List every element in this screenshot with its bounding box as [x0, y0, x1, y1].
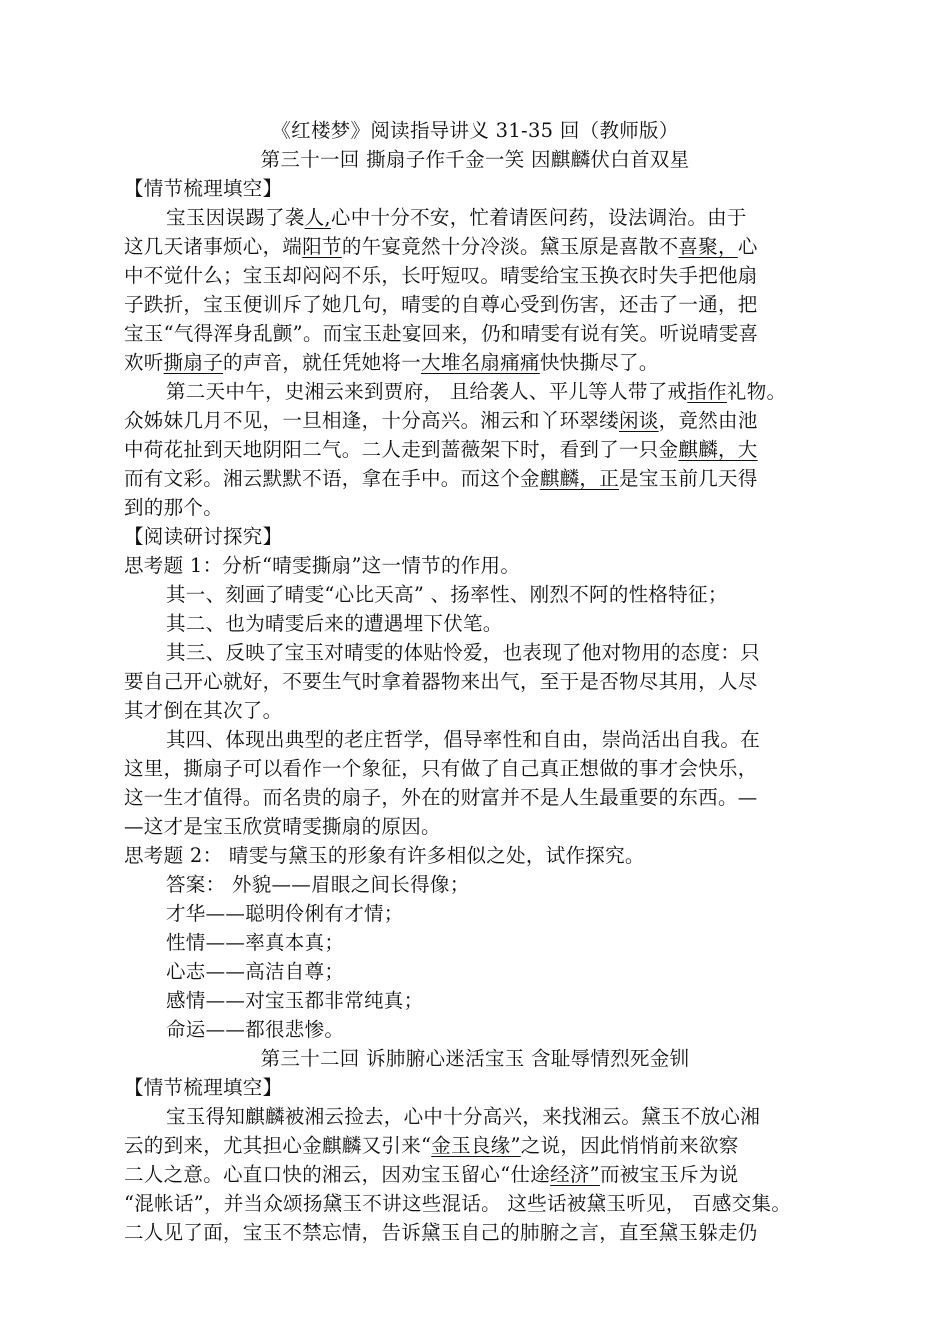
fill-blank: 麒麟，正: [539, 467, 620, 490]
fill-blank: 麒麟，大: [678, 438, 758, 461]
answer-line: 感情——对宝玉都非常纯真；: [166, 989, 424, 1012]
paragraph-line: 云的到来，尤其担心金麒麟又引来“金玉良缘”之说，因此悄悄前来欲察: [124, 1134, 739, 1157]
fill-blank: 金玉良缘”: [431, 1134, 521, 1157]
paragraph-line: 欢听撕扇子的声音，就任凭她将一大堆名扇痛痛快快撕尽了。: [124, 351, 659, 374]
fill-blank: 撕扇子: [163, 351, 224, 374]
paragraph-line: 第二天中午，史湘云来到贾府， 且给袭人、平儿等人带了戒指作礼物。: [166, 380, 787, 403]
document-title: 《红楼梦》阅读指导讲义 31-35 回（教师版）: [271, 119, 679, 142]
answer-point: 其三、反映了宝玉对晴雯的体贴怜爱，也表现了他对物用的态度：只: [166, 641, 761, 664]
fill-blank: 指作: [687, 380, 727, 403]
section-heading-read: 【阅读研讨探究】: [124, 525, 283, 548]
answer-point: 这里，撕扇子可以看作一个象征，只有做了自己真正想做的事才会快乐，: [124, 757, 758, 780]
fill-blank: 大堆名扇痛痛: [421, 351, 540, 374]
fill-blank: 闲谈: [619, 409, 659, 432]
paragraph-line: 二人见了面，宝玉不禁忘情，告诉黛玉自己的肺腑之言，直至黛玉躲走仍: [124, 1221, 758, 1244]
answer-line: 心志——高洁自尊；: [166, 960, 345, 983]
fill-blank: 经济”: [550, 1163, 600, 1186]
section-heading-plot-2: 【情节梳理填空】: [124, 1076, 283, 1099]
answer-point: 其四、体现出典型的老庄哲学，倡导率性和自由，崇尚活出自我。在: [166, 728, 761, 751]
paragraph-line: 这几天诸事烦心，端阳节的午宴竟然十分冷淡。黛玉原是喜散不喜聚，心: [124, 235, 758, 258]
paragraph-line: 宝玉得知麒麟被湘云捡去，心中十分高兴，来找湘云。黛玉不放心湘: [166, 1105, 761, 1128]
section-heading-plot: 【情节梳理填空】: [124, 177, 283, 200]
answer-point: 其才倒在其次了。: [124, 699, 283, 722]
fill-blank: 喜聚，: [678, 235, 738, 258]
fill-blank: 阳节: [302, 235, 342, 258]
paragraph-line: 而有文彩。湘云默默不语，拿在手中。而这个金麒麟，正是宝玉前几天得: [124, 467, 758, 490]
question-1: 思考题 1：分析“晴雯撕扇”这一情节的作用。: [124, 554, 521, 577]
paragraph-line: 宝玉因误踢了袭人,心中十分不安，忙着请医问药，设法调治。由于: [166, 206, 747, 229]
answer-line: 答案： 外貌——眉眼之间长得像；: [166, 873, 470, 896]
answer-point: 这一生才值得。而名贵的扇子，外在的财富并不是人生最重要的东西。—: [124, 786, 758, 809]
paragraph-line: 子跌折，宝玉便训斥了她几句，晴雯的自尊心受到伤害，还击了一通，把: [124, 293, 758, 316]
paragraph-line: 中不觉什么；宝玉却闷闷不乐，长吁短叹。晴雯给宝玉换衣时失手把他扇: [124, 264, 758, 287]
chapter-32-heading: 第三十二回 诉肺腑心迷活宝玉 含耻辱情烈死金钏: [260, 1047, 690, 1070]
paragraph-line: “混帐话”，并当众颂扬黛玉不讲这些混话。 这些话被黛玉听见， 百感交集。: [124, 1192, 792, 1215]
chapter-31-heading: 第三十一回 撕扇子作千金一笑 因麒麟伏白首双星: [260, 148, 690, 171]
question-2: 思考题 2： 晴雯与黛玉的形象有许多相似之处，试作探究。: [124, 844, 645, 867]
paragraph-line: 中荷花扯到天地阴阳二气。二人走到蔷薇架下时，看到了一只金麒麟，大: [124, 438, 758, 461]
answer-line: 命运——都很悲惨。: [166, 1018, 345, 1041]
paragraph-line: 二人之意。心直口快的湘云，因劝宝玉留心“仕途经济”而被宝玉斥为说: [124, 1163, 739, 1186]
answer-point: —这才是宝玉欣赏晴雯撕扇的原因。: [124, 815, 441, 838]
answer-line: 性情——率真本真；: [166, 931, 345, 954]
answer-point: 其一、刻画了晴雯“心比天高” 、扬率性、刚烈不阿的性格特征；: [166, 583, 728, 606]
answer-point: 要自己开心就好，不要生气时拿着器物来出气，至于是否物尽其用，人尽: [124, 670, 758, 693]
answer-line: 才华——聪明伶俐有才情；: [166, 902, 404, 925]
paragraph-line: 众姊妹几月不见，一旦相逢，十分高兴。湘云和丫环翠缕闲谈，竟然由池: [124, 409, 758, 432]
paragraph-line: 到的那个。: [124, 496, 224, 519]
answer-point: 其二、也为晴雯后来的遭遇埋下伏笔。: [166, 612, 503, 635]
fill-blank: 人,: [304, 206, 331, 229]
paragraph-line: 宝玉“气得浑身乱颤”。而宝玉赴宴回来，仍和晴雯有说有笑。听说晴雯喜: [124, 322, 759, 345]
